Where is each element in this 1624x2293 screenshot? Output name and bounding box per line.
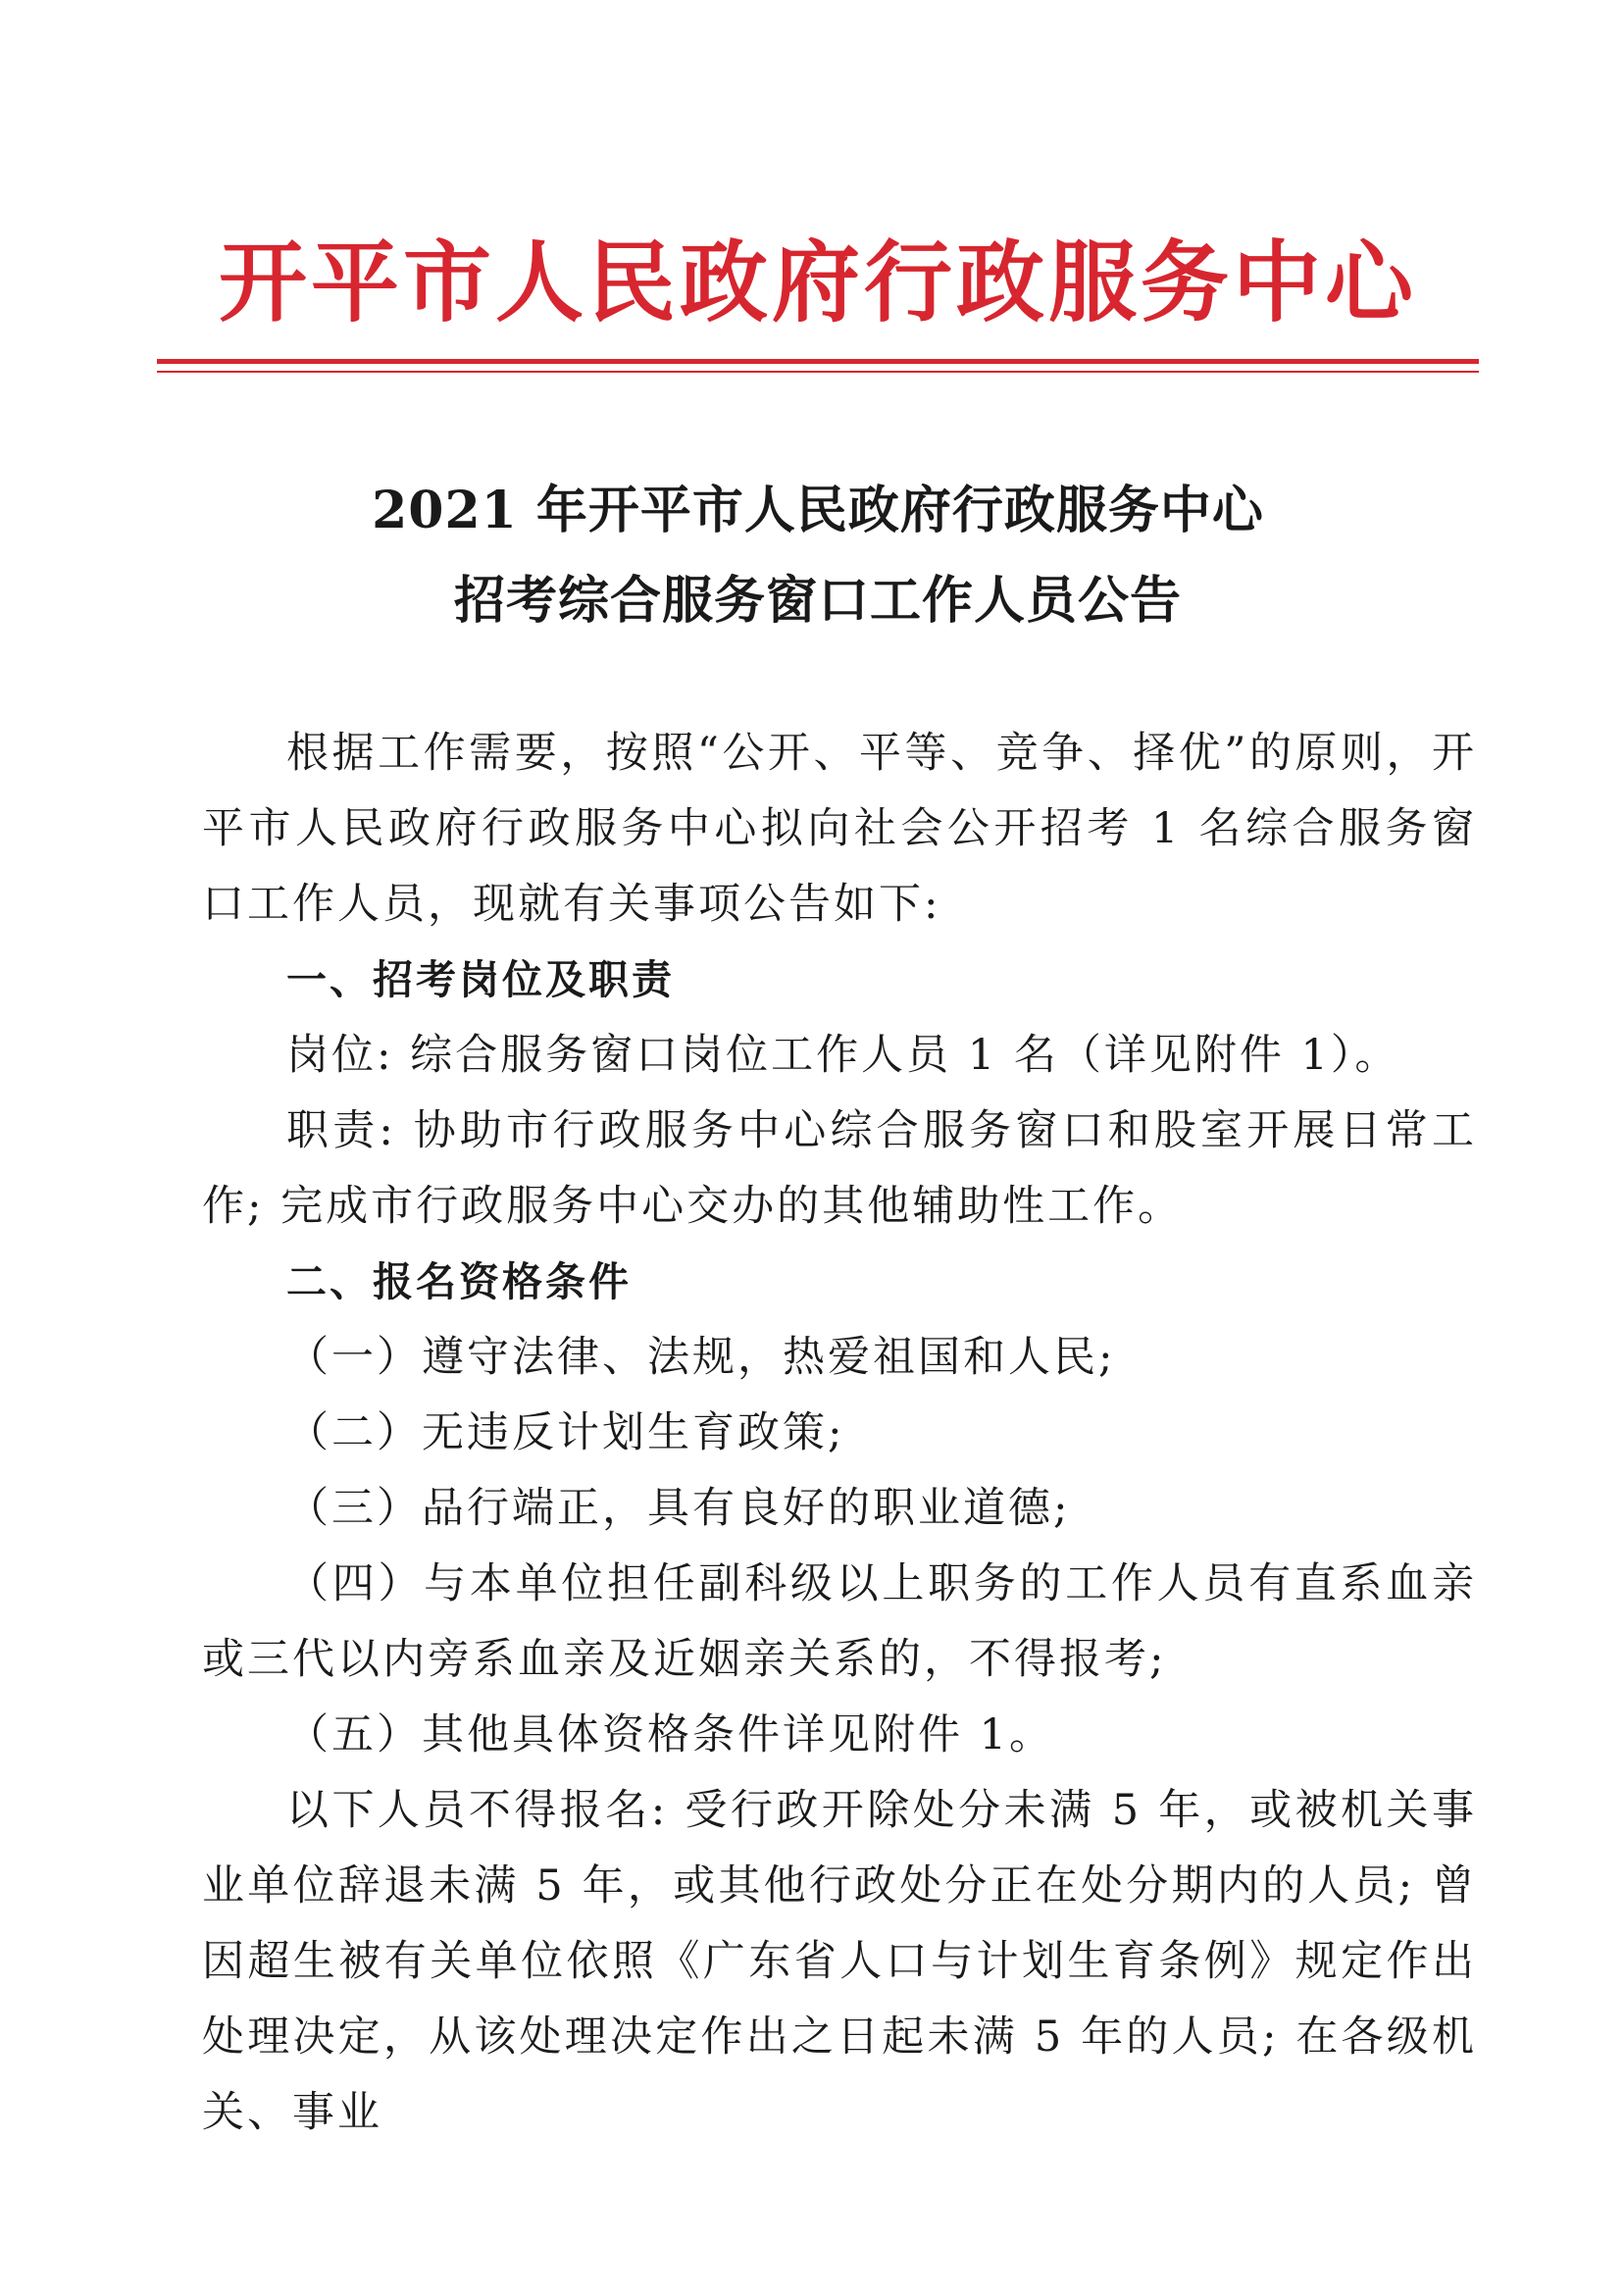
condition-item: （一）遵守法律、法规，热爱祖国和人民; xyxy=(286,1333,1116,1382)
masthead-org-name: 开平市人民政府行政服务中心 xyxy=(219,230,1417,334)
section-heading-2: 二、报名资格条件 xyxy=(286,1258,632,1305)
condition-item: （三）品行端正，具有良好的职业道德; xyxy=(286,1484,1071,1533)
section-heading-1: 一、招考岗位及职责 xyxy=(286,956,675,1003)
masthead-rule-thick xyxy=(157,359,1479,364)
masthead-rule-thin xyxy=(157,371,1479,373)
document-title-line1: 2021 年开平市人民政府行政服务中心 xyxy=(372,481,1264,540)
intro-paragraph: 根据工作需要，按照“公开、平等、竞争、择优”的原则，开平市人民政府行政服务中心拟向社会公开招考 1 名综合服务窗口工作人员，现就有关事项公告如下: xyxy=(202,729,1477,929)
duty-paragraph: 职责: 协助市行政服务中心综合服务窗口和股室开展日常工作; 完成市行政服务中心交办的其他辅助性工作。 xyxy=(202,1106,1477,1231)
condition-item: （二）无违反计划生育政策; xyxy=(286,1408,845,1457)
exclusion-paragraph: 以下人员不得报名: 受行政开除处分未满 5 年，或被机关事业单位辞退未满 5 年，或其他行政处分正在处分期内的人员; 曾因超生被有关单位依照《广东省人口与计划生育条例》规定作出处理决定，从该处理决定作出之日起未满 5 年的人员; 在各级机关、事业 xyxy=(202,1786,1477,2137)
condition-item: （五）其他具体资格条件详见附件 1。 xyxy=(286,1710,1055,1759)
position-paragraph: 岗位: 综合服务窗口岗位工作人员 1 名（详见附件 1）。 xyxy=(286,1031,1400,1080)
document-title-line2: 招考综合服务窗口工作人员公告 xyxy=(453,571,1182,631)
document-body xyxy=(202,716,1477,2151)
condition-item: （四）与本单位担任副科级以上职务的工作人员有直系血亲或三代以内旁系血亲及近姻亲关系的，不得报考; xyxy=(202,1559,1477,1684)
